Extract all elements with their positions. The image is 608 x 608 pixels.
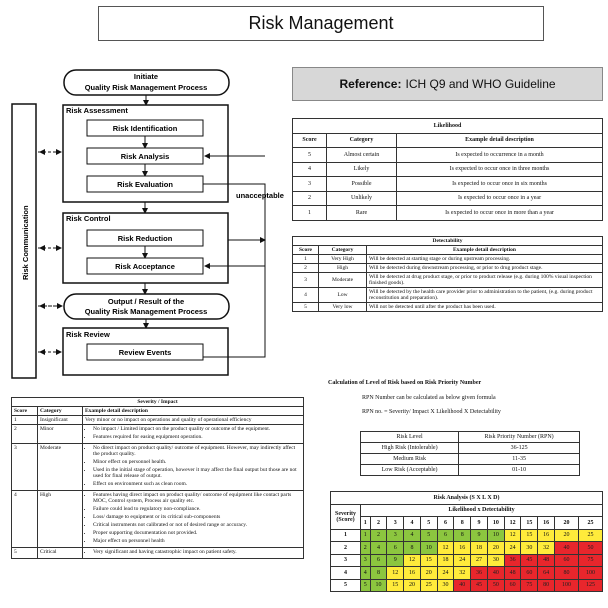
risk-level-row bbox=[361, 443, 580, 454]
likelihood-cell: Is expected to occurrence in a month bbox=[397, 148, 603, 163]
severity-description bbox=[83, 491, 304, 548]
severity-bullets bbox=[93, 426, 301, 440]
detectability-cell: 4 bbox=[293, 288, 319, 303]
review-label: Risk Review bbox=[66, 330, 110, 339]
matrix-cell: 45 bbox=[471, 579, 488, 592]
matrix-title: Risk Analysis (S X L X D) bbox=[331, 492, 603, 505]
detectability-row bbox=[293, 255, 603, 264]
risk-identification-label: Risk Identification bbox=[112, 124, 178, 133]
matrix-cell: 18 bbox=[437, 554, 454, 567]
risk-level-row bbox=[361, 454, 580, 465]
matrix-row-header bbox=[331, 504, 361, 529]
risk-level-header: Risk Level bbox=[361, 432, 459, 443]
severity-description bbox=[83, 444, 304, 491]
matrix-cell: 8 bbox=[404, 542, 421, 555]
page-title: Risk Management bbox=[98, 6, 544, 41]
likelihood-cell: Is expected to occur once in three months bbox=[397, 162, 603, 177]
detectability-cell: High bbox=[319, 264, 367, 273]
matrix-cell: 15 bbox=[521, 529, 538, 542]
detectability-row bbox=[293, 273, 603, 288]
matrix-cell: 32 bbox=[454, 567, 471, 580]
detectability-cell: Will be detected by the health care provider prior to administration to the patient, (e.g. during product reconstitution and preparation). bbox=[367, 288, 603, 303]
severity-description bbox=[83, 425, 304, 444]
matrix-cell: 4 bbox=[404, 529, 421, 542]
matrix-cell: 25 bbox=[578, 529, 602, 542]
risk-level-cell: 01-10 bbox=[459, 465, 580, 476]
matrix-cell: 20 bbox=[404, 579, 421, 592]
matrix-column-header: 5 bbox=[420, 517, 437, 530]
likelihood-cell: Is expected to occur once in a year bbox=[397, 191, 603, 206]
likelihood-row bbox=[293, 148, 603, 163]
matrix-cell: 5 bbox=[420, 529, 437, 542]
matrix-cell: 100 bbox=[578, 567, 602, 580]
likelihood-cell: 5 bbox=[293, 148, 327, 163]
matrix-column-header: 15 bbox=[521, 517, 538, 530]
matrix-column-header: 25 bbox=[578, 517, 602, 530]
matrix-cell: 60 bbox=[555, 554, 579, 567]
matrix-severity: 1 bbox=[331, 529, 361, 542]
matrix-cell: 32 bbox=[538, 542, 555, 555]
matrix-cell: 50 bbox=[487, 579, 504, 592]
severity-score: 5 bbox=[12, 548, 38, 559]
severity-category: Critical bbox=[38, 548, 83, 559]
severity-bullet: • Features having direct impact on product quality/ outcome of equipment like contact parts MOC, Control system, Process air quality etc. bbox=[93, 492, 301, 504]
matrix-cell: 60 bbox=[504, 579, 521, 592]
calculation-line-2: RPN no. = Severity/ Impact X Likelihood X Detectability bbox=[362, 409, 501, 415]
matrix-cell: 6 bbox=[370, 554, 387, 567]
detectability-cell: 1 bbox=[293, 255, 319, 264]
matrix-cell: 10 bbox=[487, 529, 504, 542]
likelihood-cell: 1 bbox=[293, 206, 327, 221]
severity-bullet: • Effect on environment such as clean room. bbox=[93, 481, 301, 487]
matrix-cell: 16 bbox=[538, 529, 555, 542]
severity-bullet: • No direct impact on product quality/ outcome of equipment. However, may indirectly affect the product quality. bbox=[93, 445, 301, 457]
matrix-cell: 24 bbox=[437, 567, 454, 580]
severity-category: Insignificant bbox=[38, 416, 83, 425]
matrix-cell: 4 bbox=[370, 542, 387, 555]
likelihood-row bbox=[293, 206, 603, 221]
matrix-column-header: 20 bbox=[555, 517, 579, 530]
matrix-cell: 30 bbox=[487, 554, 504, 567]
matrix-cell: 24 bbox=[504, 542, 521, 555]
likelihood-cell: 2 bbox=[293, 191, 327, 206]
matrix-row-header-line-2: (Score) bbox=[336, 516, 355, 523]
initiate-line-1: Initiate bbox=[133, 72, 159, 81]
detectability-header-category: Category bbox=[319, 246, 367, 255]
severity-table bbox=[11, 397, 304, 559]
matrix-cell: 20 bbox=[555, 529, 579, 542]
matrix-cell: 12 bbox=[437, 542, 454, 555]
matrix-cell: 27 bbox=[471, 554, 488, 567]
review-events-label: Review Events bbox=[118, 348, 172, 357]
matrix-cell: 1 bbox=[361, 529, 371, 542]
matrix-row bbox=[331, 554, 603, 567]
severity-bullets bbox=[93, 549, 301, 555]
likelihood-cell: Almost certain bbox=[327, 148, 397, 163]
calculation-line-1: RPN Number can be calculated as below given formula bbox=[362, 395, 496, 401]
matrix-cell: 80 bbox=[555, 567, 579, 580]
severity-bullet: • Proper supporting documentation not provided. bbox=[93, 530, 301, 536]
likelihood-header-category: Category bbox=[327, 133, 397, 148]
matrix-cell: 3 bbox=[387, 529, 404, 542]
detectability-cell: 3 bbox=[293, 273, 319, 288]
severity-bullet: • Very significant and having catastrophic impact on patient safety. bbox=[93, 549, 301, 555]
detectability-cell: Will not be detected until after the product has been used. bbox=[367, 303, 603, 312]
risk-level-table bbox=[360, 431, 580, 476]
likelihood-header-description: Example detail description bbox=[397, 133, 603, 148]
severity-header-score: Score bbox=[12, 407, 38, 416]
likelihood-row bbox=[293, 191, 603, 206]
likelihood-cell: Rare bbox=[327, 206, 397, 221]
matrix-column-header: 6 bbox=[437, 517, 454, 530]
matrix-column-header: 12 bbox=[504, 517, 521, 530]
risk-evaluation-label: Risk Evaluation bbox=[117, 180, 173, 189]
matrix-cell: 60 bbox=[521, 567, 538, 580]
risk-level-cell: Low Risk (Acceptable) bbox=[361, 465, 459, 476]
matrix-column-header: 8 bbox=[454, 517, 471, 530]
detectability-row bbox=[293, 303, 603, 312]
risk-level-cell: 11-35 bbox=[459, 454, 580, 465]
risk-matrix-table bbox=[330, 491, 603, 592]
matrix-cell: 16 bbox=[454, 542, 471, 555]
severity-bullet: • Major effect on personnel health bbox=[93, 538, 301, 544]
risk-level-rows bbox=[361, 443, 580, 476]
matrix-col-header: Likelihood x Detectability bbox=[361, 504, 603, 517]
matrix-cell: 30 bbox=[437, 579, 454, 592]
severity-bullet: • Features required for easing equipment operation. bbox=[93, 434, 301, 440]
assessment-label: Risk Assessment bbox=[66, 106, 128, 115]
detectability-header-score: Score bbox=[293, 246, 319, 255]
risk-level-row bbox=[361, 465, 580, 476]
detectability-row bbox=[293, 264, 603, 273]
matrix-columns bbox=[331, 517, 603, 530]
matrix-rows bbox=[331, 529, 603, 592]
detectability-cell: 2 bbox=[293, 264, 319, 273]
detectability-title: Detectability bbox=[293, 237, 603, 246]
risk-level-cell: High Risk (Intolerable) bbox=[361, 443, 459, 454]
likelihood-cell: Is expected to occur once in six months bbox=[397, 177, 603, 192]
control-label: Risk Control bbox=[66, 214, 111, 223]
likelihood-cell: 3 bbox=[293, 177, 327, 192]
likelihood-cell: Likely bbox=[327, 162, 397, 177]
severity-bullet: • Minor effect on personnel health. bbox=[93, 459, 301, 465]
risk-acceptance-label: Risk Acceptance bbox=[115, 262, 175, 271]
likelihood-rows bbox=[293, 148, 603, 221]
matrix-cell: 15 bbox=[387, 579, 404, 592]
matrix-cell: 18 bbox=[471, 542, 488, 555]
matrix-cell: 2 bbox=[370, 529, 387, 542]
severity-row bbox=[12, 425, 304, 444]
risk-analysis-label: Risk Analysis bbox=[120, 152, 170, 161]
matrix-cell: 125 bbox=[578, 579, 602, 592]
severity-category: High bbox=[38, 491, 83, 548]
matrix-cell: 75 bbox=[578, 554, 602, 567]
severity-text: Very minor or no impact on operations and quality of operational efficiency bbox=[85, 417, 252, 423]
likelihood-cell: 4 bbox=[293, 162, 327, 177]
matrix-cell: 20 bbox=[420, 567, 437, 580]
detectability-cell: Moderate bbox=[319, 273, 367, 288]
matrix-row bbox=[331, 567, 603, 580]
detectability-cell: Very low bbox=[319, 303, 367, 312]
matrix-severity: 4 bbox=[331, 567, 361, 580]
matrix-cell: 12 bbox=[404, 554, 421, 567]
matrix-cell: 25 bbox=[420, 579, 437, 592]
matrix-column-header: 9 bbox=[471, 517, 488, 530]
severity-title: Severity / Impact bbox=[12, 398, 304, 407]
likelihood-title: Likelihood bbox=[293, 119, 603, 134]
matrix-cell: 5 bbox=[361, 579, 371, 592]
matrix-column-header: 4 bbox=[404, 517, 421, 530]
likelihood-row bbox=[293, 177, 603, 192]
reference-label: Reference: bbox=[339, 77, 402, 91]
output-line-2: Quality Risk Management Process bbox=[84, 307, 208, 316]
unacceptable-label: unacceptable bbox=[236, 191, 284, 200]
severity-bullets bbox=[93, 492, 301, 544]
severity-bullet: • Failure could lead to regulatory non-compliance. bbox=[93, 506, 301, 512]
severity-score: 4 bbox=[12, 491, 38, 548]
risk-reduction-label: Risk Reduction bbox=[117, 234, 173, 243]
calculation-title: Calculation of Level of Risk based on Risk Priority Number bbox=[328, 380, 482, 386]
risk-level-cell: 36-125 bbox=[459, 443, 580, 454]
risk-level-cell: Medium Risk bbox=[361, 454, 459, 465]
matrix-cell: 10 bbox=[420, 542, 437, 555]
matrix-cell: 12 bbox=[504, 529, 521, 542]
severity-description bbox=[83, 548, 304, 559]
initiate-line-2: Quality Risk Management Process bbox=[84, 83, 208, 92]
matrix-cell: 36 bbox=[504, 554, 521, 567]
detectability-rows bbox=[293, 255, 603, 312]
matrix-cell: 40 bbox=[555, 542, 579, 555]
matrix-cell: 36 bbox=[471, 567, 488, 580]
matrix-cell: 40 bbox=[487, 567, 504, 580]
severity-bullet: • No impact / Limited impact on the product quality or outcome of the equipment. bbox=[93, 426, 301, 432]
severity-rows bbox=[12, 416, 304, 559]
matrix-cell: 40 bbox=[454, 579, 471, 592]
matrix-column-header: 10 bbox=[487, 517, 504, 530]
matrix-cell: 48 bbox=[538, 554, 555, 567]
severity-bullet: • Critical instruments not calibrated or not of desired range or accuracy. bbox=[93, 522, 301, 528]
matrix-severity: 5 bbox=[331, 579, 361, 592]
severity-category: Minor bbox=[38, 425, 83, 444]
matrix-cell: 30 bbox=[521, 542, 538, 555]
matrix-cell: 3 bbox=[361, 554, 371, 567]
detectability-table bbox=[292, 236, 603, 312]
matrix-cell: 80 bbox=[538, 579, 555, 592]
calculation-block bbox=[328, 380, 501, 415]
matrix-column-header: 16 bbox=[538, 517, 555, 530]
matrix-column-header: 1 bbox=[361, 517, 371, 530]
detectability-cell: Will be detected during downstream processing, or prior to drug product stage. bbox=[367, 264, 603, 273]
matrix-row-header-line-1: Severity bbox=[335, 510, 356, 517]
matrix-cell: 15 bbox=[420, 554, 437, 567]
severity-header-category: Category bbox=[38, 407, 83, 416]
matrix-cell: 6 bbox=[387, 542, 404, 555]
matrix-cell: 100 bbox=[555, 579, 579, 592]
severity-category: Moderate bbox=[38, 444, 83, 491]
severity-header-description: Example detail description bbox=[83, 407, 304, 416]
matrix-column-header: 3 bbox=[387, 517, 404, 530]
matrix-row bbox=[331, 579, 603, 592]
risk-flow-diagram bbox=[0, 60, 292, 385]
severity-bullet: • Used in the initial stage of operation, however it may affect the final output but those are not used for final release of output. bbox=[93, 467, 301, 479]
matrix-cell: 9 bbox=[387, 554, 404, 567]
matrix-cell: 48 bbox=[504, 567, 521, 580]
matrix-cell: 12 bbox=[387, 567, 404, 580]
matrix-severity: 2 bbox=[331, 542, 361, 555]
severity-bullet: • Loss/ damage to equipment or its critical sub-components bbox=[93, 514, 301, 520]
matrix-column-header: 2 bbox=[370, 517, 387, 530]
rpn-header: Risk Priority Number (RPN) bbox=[459, 432, 580, 443]
likelihood-cell: Possible bbox=[327, 177, 397, 192]
matrix-cell: 8 bbox=[370, 567, 387, 580]
matrix-row bbox=[331, 542, 603, 555]
likelihood-cell: Unlikely bbox=[327, 191, 397, 206]
severity-description bbox=[83, 416, 304, 425]
matrix-cell: 45 bbox=[521, 554, 538, 567]
matrix-cell: 6 bbox=[437, 529, 454, 542]
severity-row bbox=[12, 548, 304, 559]
matrix-cell: 75 bbox=[521, 579, 538, 592]
matrix-cell: 24 bbox=[454, 554, 471, 567]
matrix-cell: 50 bbox=[578, 542, 602, 555]
detectability-cell: Will be detected at starting stage or during upstream processing. bbox=[367, 255, 603, 264]
likelihood-header-score: Score bbox=[293, 133, 327, 148]
matrix-cell: 16 bbox=[404, 567, 421, 580]
likelihood-cell: Is expected to occur once in more than a year bbox=[397, 206, 603, 221]
severity-row bbox=[12, 416, 304, 425]
reference-box bbox=[292, 67, 603, 101]
communication-label: Risk Communication bbox=[21, 205, 30, 280]
matrix-cell: 8 bbox=[454, 529, 471, 542]
detectability-cell: 5 bbox=[293, 303, 319, 312]
severity-bullets bbox=[93, 445, 301, 487]
detectability-cell: Very High bbox=[319, 255, 367, 264]
matrix-cell: 9 bbox=[471, 529, 488, 542]
detectability-header-description: Example detail description bbox=[367, 246, 603, 255]
matrix-cell: 20 bbox=[487, 542, 504, 555]
output-line-1: Output / Result of the bbox=[107, 297, 185, 306]
matrix-cell: 64 bbox=[538, 567, 555, 580]
likelihood-table bbox=[292, 118, 603, 221]
detectability-cell: Low bbox=[319, 288, 367, 303]
detectability-cell: Will be detected at drug product stage, or prior to product release (e.g. during 100% visual inspection finished goods). bbox=[367, 273, 603, 288]
reference-text: ICH Q9 and WHO Guideline bbox=[405, 77, 556, 91]
severity-row bbox=[12, 444, 304, 491]
severity-score: 2 bbox=[12, 425, 38, 444]
severity-row bbox=[12, 491, 304, 548]
detectability-row bbox=[293, 288, 603, 303]
likelihood-row bbox=[293, 162, 603, 177]
matrix-cell: 10 bbox=[370, 579, 387, 592]
matrix-row bbox=[331, 529, 603, 542]
severity-score: 1 bbox=[12, 416, 38, 425]
matrix-cell: 2 bbox=[361, 542, 371, 555]
severity-score: 3 bbox=[12, 444, 38, 491]
matrix-severity: 3 bbox=[331, 554, 361, 567]
matrix-cell: 4 bbox=[361, 567, 371, 580]
